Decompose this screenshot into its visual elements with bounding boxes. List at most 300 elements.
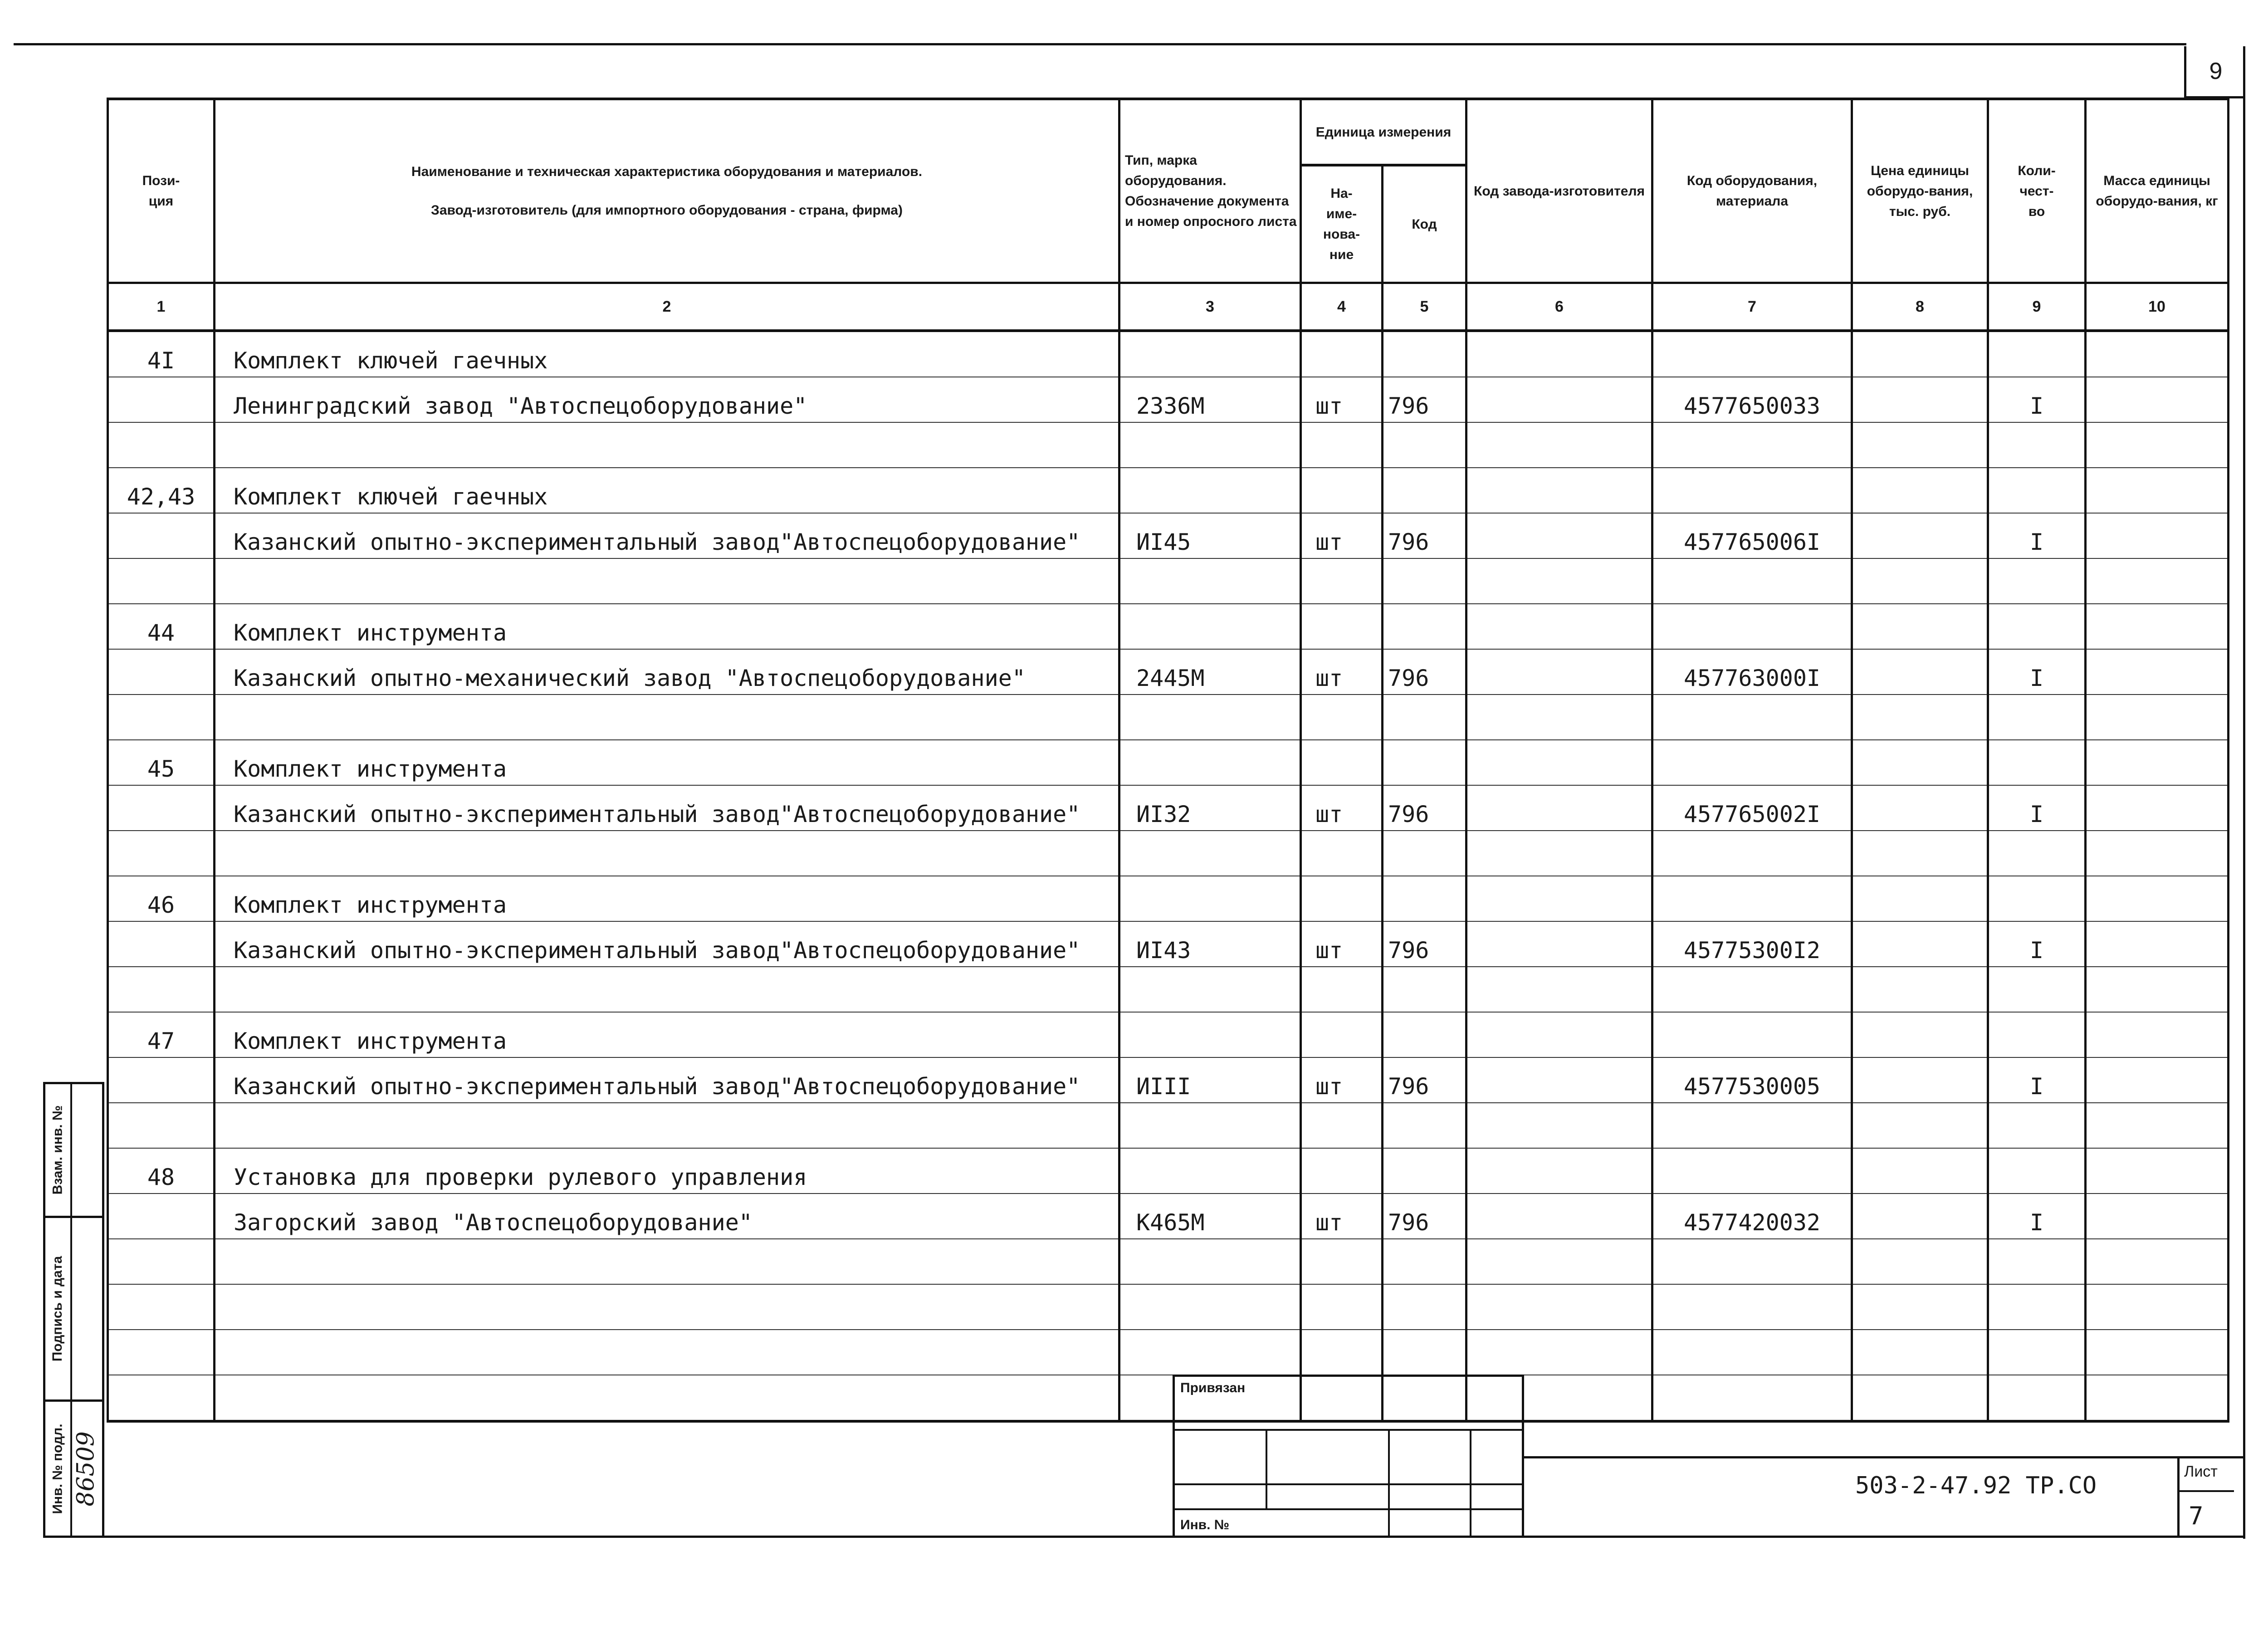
cell-col-2: [215, 1330, 1119, 1375]
stamp-signature: [43, 1216, 104, 1402]
cell-col-7: [1652, 876, 1852, 921]
header-type: Тип, марка оборудования. Обозначение документа и номер опросного листа: [1119, 99, 1301, 283]
table-body: [108, 331, 2229, 1421]
cell-col-7: [1652, 695, 1852, 740]
table-row: [108, 1284, 2229, 1330]
cell-col-7: [1652, 604, 1852, 649]
table-row: [108, 1103, 2229, 1148]
cell-col-8: [1852, 604, 1988, 649]
cell-col-2: [215, 558, 1119, 604]
title-block-top: [1524, 1456, 2245, 1458]
column-number: 4: [1301, 283, 1383, 331]
cell-col-9: [1988, 967, 2086, 1012]
stamp-vzam: [43, 1082, 104, 1218]
cell-col-3: [1119, 1148, 1301, 1194]
cell-col-8: [1852, 785, 1988, 831]
cell-col-5: 796: [1383, 649, 1466, 695]
cell-col-5: 796: [1383, 921, 1466, 967]
cell-col-1: [108, 1330, 215, 1375]
cell-col-4: шт: [1301, 513, 1383, 558]
cell-col-6: [1466, 1194, 1652, 1239]
cell-col-8: [1852, 695, 1988, 740]
table-row: [108, 695, 2229, 740]
table-row: [108, 1375, 2229, 1421]
header-unit-code: Код: [1383, 165, 1466, 283]
cell-col-2: [215, 1103, 1119, 1148]
cell-col-6: [1466, 331, 1652, 377]
cell-col-3: К465М: [1119, 1194, 1301, 1239]
header-unit-name: На- име- нова- ние: [1301, 165, 1383, 283]
cell-col-8: [1852, 1148, 1988, 1194]
cell-col-3: [1119, 1284, 1301, 1330]
cell-col-5: [1383, 1330, 1466, 1375]
cell-col-10: [2086, 649, 2229, 695]
cell-col-4: [1301, 740, 1383, 785]
cell-col-2: Казанский опытно-механический завод "Автоспецоборудование": [215, 649, 1119, 695]
cell-col-5: [1383, 876, 1466, 921]
cell-col-7: 4577420032: [1652, 1194, 1852, 1239]
cell-col-2: Казанский опытно-экспериментальный завод"Автоспецоборудование": [215, 513, 1119, 558]
cell-col-10: [2086, 377, 2229, 422]
cell-col-10: [2086, 921, 2229, 967]
cell-col-1: 47: [108, 1012, 215, 1057]
inv-number-handwritten: 86509: [73, 1431, 100, 1507]
cell-col-3: [1119, 1239, 1301, 1284]
cell-col-6: [1466, 695, 1652, 740]
equipment-spec-table: [107, 98, 2229, 1423]
cell-col-6: [1466, 1330, 1652, 1375]
column-number: 5: [1383, 283, 1466, 331]
sheet-rule: [2180, 1490, 2234, 1492]
cell-col-3: [1119, 695, 1301, 740]
cell-col-6: [1466, 1012, 1652, 1057]
cell-col-7: [1652, 558, 1852, 604]
cell-col-4: [1301, 1239, 1383, 1284]
stamp-vzam-label-cell: [45, 1084, 72, 1216]
cell-col-5: [1383, 1284, 1466, 1330]
cell-col-9: [1988, 331, 2086, 377]
cell-col-1: 46: [108, 876, 215, 921]
cell-col-7: [1652, 1012, 1852, 1057]
cell-col-1: [108, 1284, 215, 1330]
document-code: 503-2-47.92 ТР.СО: [1855, 1472, 2097, 1499]
cell-col-2: Комплект ключей гаечных: [215, 468, 1119, 513]
cell-col-4: шт: [1301, 921, 1383, 967]
cell-col-8: [1852, 649, 1988, 695]
cell-col-1: [108, 831, 215, 876]
cell-col-3: [1119, 422, 1301, 468]
header-equip-code: Код оборудования, материала: [1652, 99, 1852, 283]
cell-col-7: [1652, 1103, 1852, 1148]
cell-col-1: 44: [108, 604, 215, 649]
cell-col-7: 457765002I: [1652, 785, 1852, 831]
table-row: [108, 876, 2229, 921]
cell-col-2: [215, 831, 1119, 876]
cell-col-4: [1301, 967, 1383, 1012]
cell-col-3: [1119, 468, 1301, 513]
cell-col-2: Комплект ключей гаечных: [215, 331, 1119, 377]
stamp-inv: [43, 1399, 104, 1538]
cell-col-3: [1119, 831, 1301, 876]
cell-col-7: [1652, 1148, 1852, 1194]
cell-col-8: [1852, 331, 1988, 377]
bound-divider: [1266, 1429, 1267, 1508]
bound-divider: [1388, 1429, 1390, 1536]
cell-col-4: [1301, 422, 1383, 468]
cell-col-10: [2086, 1012, 2229, 1057]
cell-col-4: [1301, 1148, 1383, 1194]
cell-col-3: [1119, 1103, 1301, 1148]
cell-col-2: [215, 1375, 1119, 1421]
cell-col-10: [2086, 740, 2229, 785]
cell-col-9: [1988, 604, 2086, 649]
stamp-vzam-label: Взам. инв. №: [50, 1105, 65, 1195]
cell-col-10: [2086, 558, 2229, 604]
cell-col-5: [1383, 831, 1466, 876]
cell-col-4: [1301, 1284, 1383, 1330]
cell-col-10: [2086, 468, 2229, 513]
table-row: [108, 1330, 2229, 1375]
cell-col-8: [1852, 1012, 1988, 1057]
cell-col-4: [1301, 558, 1383, 604]
table-row: [108, 513, 2229, 558]
cell-col-2: [215, 422, 1119, 468]
bound-block: [1173, 1375, 1524, 1538]
sheet-box: [2177, 1458, 2234, 1538]
cell-col-9: I: [1988, 1194, 2086, 1239]
cell-col-2: Казанский опытно-экспериментальный завод"Автоспецоборудование": [215, 921, 1119, 967]
cell-col-6: [1466, 785, 1652, 831]
table-row: [108, 649, 2229, 695]
cell-col-10: [2086, 513, 2229, 558]
cell-col-7: 4577650033: [1652, 377, 1852, 422]
cell-col-2: [215, 695, 1119, 740]
cell-col-8: [1852, 1239, 1988, 1284]
cell-col-1: [108, 558, 215, 604]
cell-col-2: Казанский опытно-экспериментальный завод"Автоспецоборудование": [215, 1057, 1119, 1103]
cell-col-1: [108, 695, 215, 740]
cell-col-9: [1988, 695, 2086, 740]
cell-col-4: шт: [1301, 785, 1383, 831]
cell-col-3: [1119, 876, 1301, 921]
cell-col-10: [2086, 1375, 2229, 1421]
column-number: 8: [1852, 283, 1988, 331]
corner-page-number: 9: [2184, 46, 2245, 98]
cell-col-3: [1119, 1012, 1301, 1057]
cell-col-8: [1852, 1194, 1988, 1239]
stamp-inv-label-cell: [45, 1402, 72, 1536]
cell-col-10: [2086, 967, 2229, 1012]
cell-col-4: [1301, 1012, 1383, 1057]
cell-col-6: [1466, 876, 1652, 921]
column-number: 2: [215, 283, 1119, 331]
cell-col-1: [108, 785, 215, 831]
cell-col-2: Комплект инструмента: [215, 876, 1119, 921]
cell-col-8: [1852, 558, 1988, 604]
cell-col-9: [1988, 831, 2086, 876]
cell-col-3: [1119, 558, 1301, 604]
cell-col-6: [1466, 921, 1652, 967]
table-row: [108, 740, 2229, 785]
cell-col-3: [1119, 331, 1301, 377]
table-row: [108, 604, 2229, 649]
table-row: [108, 1239, 2229, 1284]
cell-col-9: I: [1988, 785, 2086, 831]
cell-col-1: [108, 1375, 215, 1421]
cell-col-10: [2086, 876, 2229, 921]
cell-col-1: [108, 1057, 215, 1103]
table-row: [108, 377, 2229, 422]
cell-col-4: [1301, 831, 1383, 876]
cell-col-2: Казанский опытно-экспериментальный завод"Автоспецоборудование": [215, 785, 1119, 831]
column-number-row: [108, 283, 2229, 331]
cell-col-2: [215, 967, 1119, 1012]
cell-col-3: ИI45: [1119, 513, 1301, 558]
cell-col-4: [1301, 1103, 1383, 1148]
cell-col-10: [2086, 695, 2229, 740]
cell-col-2: Загорский завод "Автоспецоборудование": [215, 1194, 1119, 1239]
cell-col-1: [108, 921, 215, 967]
cell-col-6: [1466, 377, 1652, 422]
table-row: [108, 1012, 2229, 1057]
stamp-signature-label-cell: [45, 1218, 72, 1399]
cell-col-2: Установка для проверки рулевого управления: [215, 1148, 1119, 1194]
cell-col-9: [1988, 468, 2086, 513]
cell-col-7: 45775300I2: [1652, 921, 1852, 967]
cell-col-1: 4I: [108, 331, 215, 377]
table-row: [108, 921, 2229, 967]
cell-col-6: [1466, 1239, 1652, 1284]
column-number: 7: [1652, 283, 1852, 331]
cell-col-3: ИIII: [1119, 1057, 1301, 1103]
cell-col-5: [1383, 422, 1466, 468]
cell-col-6: [1466, 1103, 1652, 1148]
cell-col-8: [1852, 468, 1988, 513]
cell-col-10: [2086, 1103, 2229, 1148]
cell-col-4: шт: [1301, 1057, 1383, 1103]
header-unit: Единица измерения: [1301, 99, 1466, 165]
cell-col-4: [1301, 876, 1383, 921]
cell-col-9: [1988, 1284, 2086, 1330]
column-number: 9: [1988, 283, 2086, 331]
header-qty: Коли- чест- во: [1988, 99, 2086, 283]
cell-col-6: [1466, 558, 1652, 604]
cell-col-2: Комплект инструмента: [215, 1012, 1119, 1057]
cell-col-7: [1652, 1284, 1852, 1330]
cell-col-9: [1988, 876, 2086, 921]
cell-col-4: [1301, 695, 1383, 740]
cell-col-9: I: [1988, 1057, 2086, 1103]
cell-col-4: [1301, 468, 1383, 513]
cell-col-4: [1301, 331, 1383, 377]
cell-col-6: [1466, 967, 1652, 1012]
cell-col-6: [1466, 468, 1652, 513]
cell-col-7: [1652, 740, 1852, 785]
cell-col-3: ИI32: [1119, 785, 1301, 831]
cell-col-5: 796: [1383, 513, 1466, 558]
cell-col-8: [1852, 377, 1988, 422]
cell-col-10: [2086, 1330, 2229, 1375]
cell-col-10: [2086, 831, 2229, 876]
bound-label: Привязан: [1180, 1380, 1246, 1395]
cell-col-9: [1988, 740, 2086, 785]
cell-col-5: [1383, 1239, 1466, 1284]
table-row: [108, 1057, 2229, 1103]
cell-col-1: [108, 422, 215, 468]
cell-col-7: [1652, 1375, 1852, 1421]
cell-col-8: [1852, 422, 1988, 468]
cell-col-3: 2445М: [1119, 649, 1301, 695]
cell-col-10: [2086, 1284, 2229, 1330]
cell-col-10: [2086, 1057, 2229, 1103]
cell-col-7: [1652, 468, 1852, 513]
cell-col-1: [108, 1103, 215, 1148]
cell-col-5: [1383, 695, 1466, 740]
cell-col-6: [1466, 649, 1652, 695]
stamp-signature-label: Подпись и дата: [50, 1256, 65, 1362]
cell-col-9: [1988, 1239, 2086, 1284]
table-row: [108, 422, 2229, 468]
cell-col-4: шт: [1301, 1194, 1383, 1239]
cell-col-10: [2086, 604, 2229, 649]
cell-col-5: [1383, 331, 1466, 377]
cell-col-5: [1383, 967, 1466, 1012]
table-row: [108, 831, 2229, 876]
cell-col-8: [1852, 1103, 1988, 1148]
cell-col-9: [1988, 1148, 2086, 1194]
cell-col-4: [1301, 604, 1383, 649]
table-row: [108, 558, 2229, 604]
cell-col-10: [2086, 1148, 2229, 1194]
cell-col-8: [1852, 1330, 1988, 1375]
cell-col-4: [1301, 1330, 1383, 1375]
cell-col-9: I: [1988, 513, 2086, 558]
cell-col-10: [2086, 785, 2229, 831]
cell-col-6: [1466, 1148, 1652, 1194]
cell-col-9: [1988, 558, 2086, 604]
cell-col-5: 796: [1383, 377, 1466, 422]
cell-col-2: [215, 1239, 1119, 1284]
cell-col-6: [1466, 831, 1652, 876]
table-row: [108, 1148, 2229, 1194]
cell-col-2: [215, 1284, 1119, 1330]
cell-col-8: [1852, 740, 1988, 785]
cell-col-7: [1652, 422, 1852, 468]
cell-col-10: [2086, 1239, 2229, 1284]
cell-col-5: [1383, 1148, 1466, 1194]
table-row: [108, 967, 2229, 1012]
cell-col-9: [1988, 1375, 2086, 1421]
cell-col-5: 796: [1383, 1194, 1466, 1239]
cell-col-6: [1466, 513, 1652, 558]
cell-col-5: 796: [1383, 1057, 1466, 1103]
cell-col-5: [1383, 1103, 1466, 1148]
sheet-label: Лист: [2184, 1463, 2218, 1480]
cell-col-6: [1466, 422, 1652, 468]
cell-col-2: Ленинградский завод "Автоспецоборудование": [215, 377, 1119, 422]
cell-col-5: [1383, 740, 1466, 785]
cell-col-10: [2086, 1194, 2229, 1239]
cell-col-5: 796: [1383, 785, 1466, 831]
cell-col-5: [1383, 558, 1466, 604]
cell-col-8: [1852, 921, 1988, 967]
cell-col-6: [1466, 1057, 1652, 1103]
cell-col-1: [108, 967, 215, 1012]
cell-col-6: [1466, 604, 1652, 649]
cell-col-1: [108, 1194, 215, 1239]
cell-col-7: [1652, 831, 1852, 876]
column-number: 6: [1466, 283, 1652, 331]
header-name: Наименование и техническая характеристика оборудования и материалов. Завод-изготовитель (для импортного оборудования - страна, фирма): [215, 99, 1119, 283]
cell-col-5: [1383, 468, 1466, 513]
cell-col-1: 45: [108, 740, 215, 785]
table-row: [108, 468, 2229, 513]
cell-col-8: [1852, 1284, 1988, 1330]
cell-col-10: [2086, 331, 2229, 377]
cell-col-3: 2336М: [1119, 377, 1301, 422]
cell-col-9: [1988, 1103, 2086, 1148]
cell-col-9: I: [1988, 921, 2086, 967]
cell-col-3: [1119, 740, 1301, 785]
cell-col-1: [108, 649, 215, 695]
cell-col-3: [1119, 967, 1301, 1012]
cell-col-7: 4577530005: [1652, 1057, 1852, 1103]
cell-col-7: [1652, 331, 1852, 377]
cell-col-9: [1988, 422, 2086, 468]
cell-col-3: [1119, 1330, 1301, 1375]
cell-col-8: [1852, 967, 1988, 1012]
cell-col-7: [1652, 967, 1852, 1012]
inv-no-label: Инв. №: [1180, 1517, 1230, 1532]
header-mass: Масса единицы оборудо-вания, кг: [2086, 99, 2229, 283]
cell-col-1: 42,43: [108, 468, 215, 513]
stamp-inv-label: Инв. № подл.: [50, 1423, 65, 1514]
header-row-1: [108, 99, 2229, 165]
cell-col-8: [1852, 1375, 1988, 1421]
cell-col-7: [1652, 1239, 1852, 1284]
cell-col-9: [1988, 1012, 2086, 1057]
cell-col-8: [1852, 1057, 1988, 1103]
column-number: 3: [1119, 283, 1301, 331]
cell-col-7: 457763000I: [1652, 649, 1852, 695]
cell-col-2: Комплект инструмента: [215, 740, 1119, 785]
cell-col-7: 457765006I: [1652, 513, 1852, 558]
right-border: [2243, 46, 2245, 1539]
cell-col-9: [1988, 1330, 2086, 1375]
cell-col-6: [1466, 1284, 1652, 1330]
header-price: Цена единицы оборудо-вания, тыс. руб.: [1852, 99, 1988, 283]
cell-col-6: [1466, 740, 1652, 785]
cell-col-5: [1383, 1012, 1466, 1057]
cell-col-8: [1852, 831, 1988, 876]
sheet-number: 7: [2189, 1502, 2204, 1530]
cell-col-9: I: [1988, 377, 2086, 422]
column-number: 1: [108, 283, 215, 331]
cell-col-5: [1383, 604, 1466, 649]
header-position: Пози- ция: [108, 99, 215, 283]
column-number: 10: [2086, 283, 2229, 331]
cell-col-7: [1652, 1330, 1852, 1375]
table-row: [108, 1194, 2229, 1239]
cell-col-3: ИI43: [1119, 921, 1301, 967]
cell-col-2: Комплект инструмента: [215, 604, 1119, 649]
cell-col-1: 48: [108, 1148, 215, 1194]
cell-col-10: [2086, 422, 2229, 468]
table-row: [108, 785, 2229, 831]
cell-col-9: I: [1988, 649, 2086, 695]
cell-col-8: [1852, 876, 1988, 921]
cell-col-8: [1852, 513, 1988, 558]
